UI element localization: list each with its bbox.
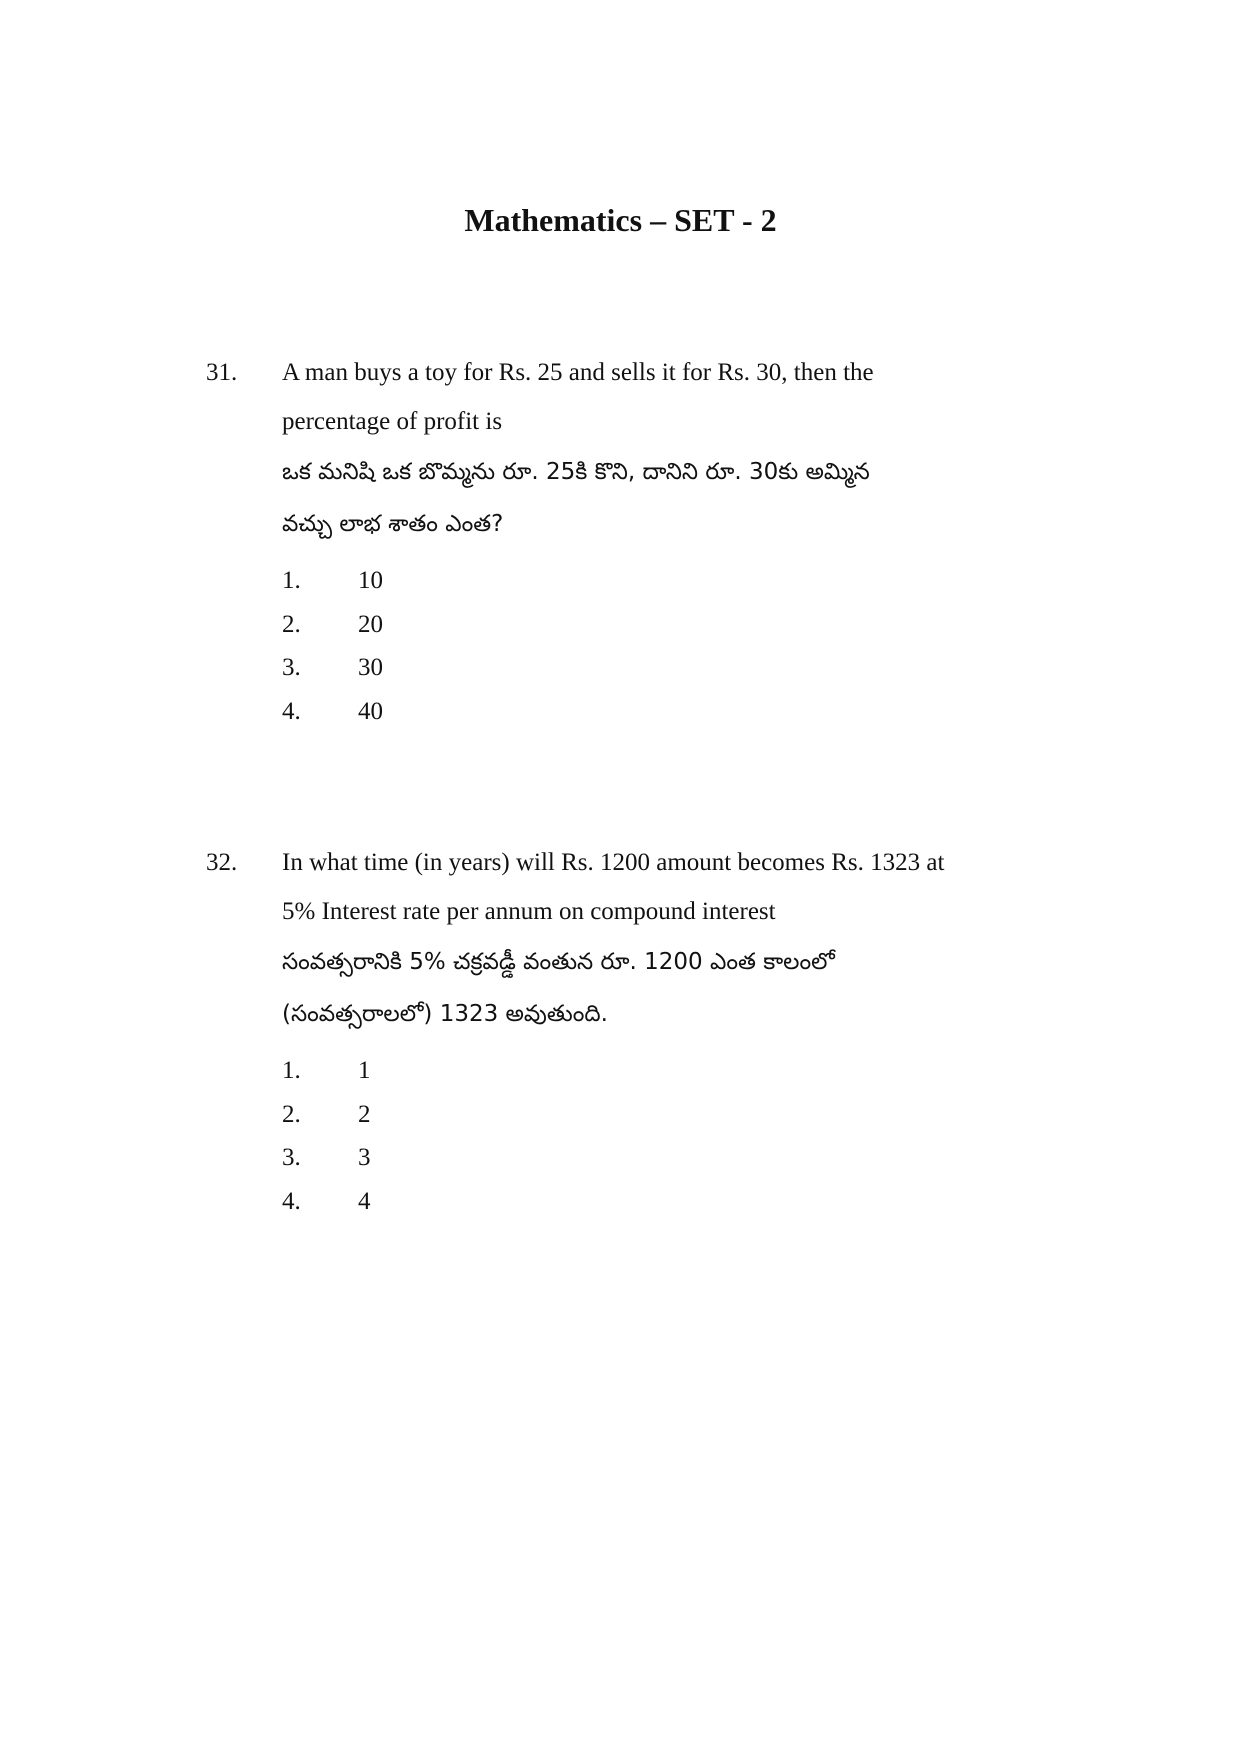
answer-options	[282, 1049, 1062, 1223]
option-value: 4	[358, 1187, 371, 1215]
option-value: 1	[358, 1057, 371, 1084]
page-title: Mathematics – SET - 2	[464, 202, 777, 238]
question-text-english: In what time (in years) will Rs. 1200 amount becomes Rs. 1323 at	[282, 849, 945, 876]
question-number: 32.	[206, 849, 238, 876]
answer-option	[282, 1136, 1062, 1180]
option-value: 10	[358, 567, 383, 594]
question-number: 31.	[206, 359, 238, 386]
question-text-telugu: (సంవత్సరాలలో) 1323 అవుతుంది.	[282, 1001, 608, 1027]
answer-option	[282, 1093, 1062, 1137]
answer-option	[282, 1049, 1062, 1093]
question-text-english: A man buys a toy for Rs. 25 and sells it for Rs. 30, then the	[282, 359, 874, 386]
option-number: 2.	[282, 610, 301, 638]
option-value: 20	[358, 610, 383, 638]
question-text-english: percentage of profit is	[282, 408, 503, 435]
question-text-telugu: ఒక మనిషి ఒక బొమ్మను రూ. 25కి కొని, దానిని రూ. 30కు అమ్మిన	[282, 459, 870, 485]
answer-options	[282, 559, 1062, 733]
answer-option	[282, 690, 1062, 734]
option-number: 1.	[282, 1057, 301, 1084]
option-number: 1.	[282, 567, 301, 594]
answer-option	[282, 646, 1062, 690]
option-value: 40	[358, 697, 383, 725]
option-number: 3.	[282, 654, 301, 681]
option-number: 4.	[282, 697, 301, 725]
option-value: 3	[358, 1144, 371, 1171]
question-body	[282, 838, 1062, 1223]
question-text-telugu: వచ్చు లాభ శాతం ఎంత?	[282, 511, 504, 537]
question-text-english: 5% Interest rate per annum on compound interest	[282, 898, 776, 925]
answer-option	[282, 1180, 1062, 1224]
question-body	[282, 348, 1062, 733]
option-value: 30	[358, 654, 383, 681]
option-number: 4.	[282, 1187, 301, 1215]
option-value: 2	[358, 1100, 371, 1128]
option-number: 2.	[282, 1100, 301, 1128]
option-number: 3.	[282, 1144, 301, 1171]
answer-option	[282, 559, 1062, 603]
answer-option	[282, 603, 1062, 647]
question-text-telugu: సంవత్సరానికి 5% చక్రవడ్డీ వంతున రూ. 1200 ఎంత కాలంలో	[282, 949, 835, 975]
